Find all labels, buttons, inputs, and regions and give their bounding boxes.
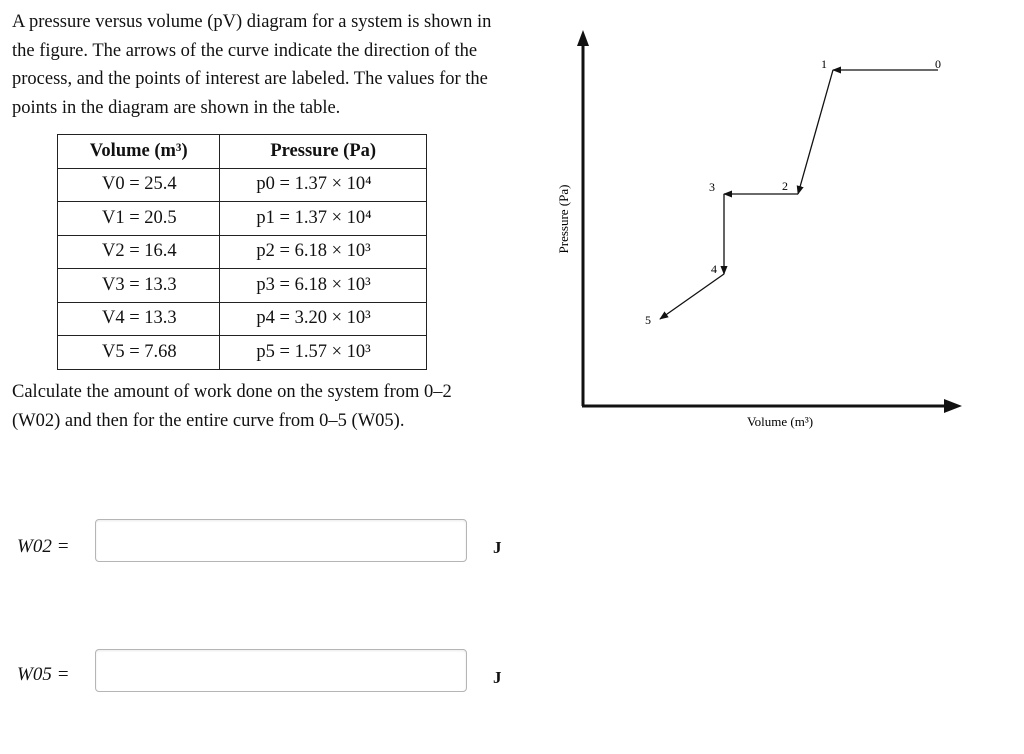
pressure-cell: p1 = 1.37 × 10⁴ [220,202,427,236]
pv-diagram [548,24,968,444]
table-row [58,302,427,336]
x-axis-label: Volume (m³) [746,414,814,429]
point-label-1: 1 [821,57,827,71]
volume-cell: V1 = 20.5 [58,202,220,236]
process-curve [645,57,941,327]
question-paragraph: Calculate the amount of work done on the system from 0–2 (W02) and then for the entire curve from 0–5 (W05). [12,382,452,431]
table-row [58,202,427,236]
w05-equals: = [57,664,69,685]
point-label-0: 0 [935,57,941,71]
pressure-cell: p0 = 1.37 × 10⁴ [220,168,427,202]
values-table [57,134,427,370]
y-axis-arrow-icon [577,30,589,46]
point-label-4: 4 [711,262,717,276]
curve-segment-4-5 [660,274,724,319]
volume-cell: V3 = 13.3 [58,269,220,303]
volume-cell: V4 = 13.3 [58,302,220,336]
table-row [58,269,427,303]
w05-unit: J [493,668,502,687]
point-label-5: 5 [645,313,651,327]
w02-symbol: W02 [17,536,52,557]
pressure-cell: p4 = 3.20 × 10³ [220,302,427,336]
volume-cell: V0 = 25.4 [58,168,220,202]
pressure-header: Pressure (Pa) [220,135,427,169]
intro-paragraph: A pressure versus volume (pV) diagram for a system is shown in the figure. The arrows of the curve indicate the direction of the process, and the points of interest are labeled. The values for the points in the diagram are shown in the table. [12,12,492,118]
w02-equals: = [57,536,69,557]
pressure-cell: p3 = 6.18 × 10³ [220,269,427,303]
y-axis-label: Pressure (Pa) [556,184,571,254]
curve-segment-1-2 [798,70,833,194]
pressure-cell: p5 = 1.57 × 10³ [220,336,427,370]
w02-unit: J [493,538,502,557]
w05-label [17,664,69,686]
table-row [58,235,427,269]
volume-cell: V2 = 16.4 [58,235,220,269]
x-axis-arrow-icon [944,399,962,413]
w02-label [17,536,69,558]
volume-cell: V5 = 7.68 [58,336,220,370]
w02-input[interactable] [95,519,467,562]
w05-symbol: W05 [17,664,52,685]
w05-input[interactable] [95,649,467,692]
table-row [58,168,427,202]
table-row [58,336,427,370]
pressure-cell: p2 = 6.18 × 10³ [220,235,427,269]
volume-header: Volume (m³) [58,135,220,169]
point-label-3: 3 [709,180,715,194]
point-label-2: 2 [782,179,788,193]
